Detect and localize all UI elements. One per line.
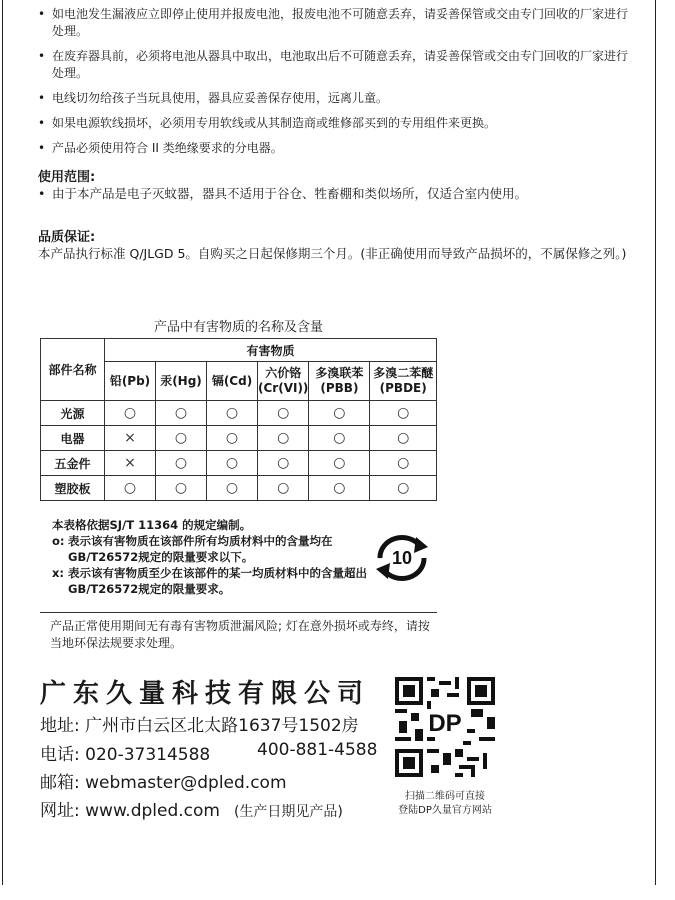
bullet-item: • 如电池发生漏液应立即停止使用并报废电池，报废电池不可随意丢弃，请妥善保管或交由专门回收的厂家进行处理。: [38, 7, 629, 38]
mark-cell: ○: [105, 401, 156, 426]
mark-cell: ○: [309, 401, 370, 426]
part-name: 五金件: [41, 451, 105, 476]
part-name: 电器: [41, 426, 105, 451]
mark-cell: ○: [370, 451, 437, 476]
hazard-table-title: 产品中有害物质的名称及含量: [153, 320, 323, 335]
mark-cell: ○: [370, 476, 437, 501]
recycle-number: 10: [391, 548, 413, 568]
hazard-table: [40, 338, 437, 501]
substance-header: 铅(Pb): [105, 362, 156, 401]
quality-text: 本产品执行标准 Q/JLGD 5。自购买之日起保修期三个月。(非正确使用而导致产品损坏的，不属保修之列。): [38, 246, 627, 261]
mark-cell: ○: [258, 476, 309, 501]
qr-center-logo: DP: [428, 710, 462, 737]
part-name: 塑胶板: [41, 476, 105, 501]
mark-cell: ○: [258, 426, 309, 451]
mark-cell: ○: [156, 476, 207, 501]
website-line: 网址: www.dpled.com (生产日期见产品): [40, 801, 343, 821]
mark-cell: ○: [309, 451, 370, 476]
substance-header: 多溴二苯醚 (PBDE): [370, 362, 437, 401]
page-border-left: [2, 0, 3, 885]
mark-cell: ○: [105, 476, 156, 501]
page-border-right: [655, 0, 656, 885]
table-row: [41, 401, 437, 426]
recycle-10-icon: [370, 533, 434, 583]
safety-bullets: [38, 6, 628, 165]
bullet-item: • 电线切勿给孩子当玩具使用，器具应妥善保存使用，远离儿童。: [38, 91, 389, 105]
mark-cell: ○: [156, 426, 207, 451]
substance-header: 多溴联苯 (PBB): [309, 362, 370, 401]
table-notes: [52, 517, 372, 597]
bullet-item: • 如果电源软线损坏，必须用专用软线或从其制造商或维修部买到的专用组件来更换。: [38, 116, 497, 130]
mark-cell: ○: [370, 401, 437, 426]
mark-cell: ○: [207, 426, 258, 451]
table-row: [41, 451, 437, 476]
mark-cell: ○: [156, 401, 207, 426]
email-line: 邮箱: webmaster@dpled.com: [40, 773, 287, 793]
mark-cell: ○: [207, 451, 258, 476]
date-note: (生产日期见产品): [233, 804, 343, 820]
scope-text: • 由于本产品是电子灭蚊器，器具不适用于谷仓、牲畜棚和类似场所，仅适合室内使用。: [38, 186, 528, 201]
part-name: 光源: [41, 401, 105, 426]
bullet-item: • 在废弃器具前，必须将电池从器具中取出，电池取出后不可随意丢弃，请妥善保管或交由专门回收的厂家进行处理。: [38, 49, 629, 80]
substance-header: 汞(Hg): [156, 362, 207, 401]
mark-cell: ○: [258, 451, 309, 476]
qr-caption: 扫描二维码可直接 登陆DP久量官方网站: [398, 791, 492, 816]
mark-cell: ○: [156, 451, 207, 476]
phone-line: 电话: 020-37314588 400-881-4588: [40, 740, 378, 765]
bullet-item: • 产品必须使用符合 II 类绝缘要求的分电器。: [38, 141, 283, 155]
note-x: x: 表示该有害物质至少在该部件的某一均质材料中的含量超出GB/T26572规定的限量要求。: [52, 566, 367, 596]
mark-cell: ×: [105, 426, 156, 451]
substance-header: 六价铬 (Cr(VI)): [258, 362, 309, 401]
mark-cell: ○: [207, 476, 258, 501]
website-link[interactable]: www.dpled.com: [85, 801, 220, 821]
quality-title: 品质保证:: [38, 230, 96, 245]
mark-cell: ○: [207, 401, 258, 426]
table-row: [41, 426, 437, 451]
mark-cell: ○: [309, 426, 370, 451]
mark-cell: ○: [370, 426, 437, 451]
mark-cell: ○: [258, 401, 309, 426]
divider: [40, 612, 437, 613]
substance-group-header: 有害物质: [105, 339, 437, 362]
note-o: o: 表示该有害物质在该部件所有均质材料中的含量均在GB/T26572规定的限量要求以下。: [52, 534, 333, 564]
part-header: 部件名称: [41, 339, 105, 401]
mark-cell: ×: [105, 451, 156, 476]
qr-code[interactable]: [395, 676, 495, 778]
note-standard: 本表格依据SJ/T 11364 的规定编制。: [52, 518, 252, 532]
substance-header: 镉(Cd): [207, 362, 258, 401]
table-row: [41, 476, 437, 501]
address-line: 地址: 广州市白云区北太路1637号1502房: [40, 716, 359, 736]
disposal-warning: 产品正常使用期间无有毒有害物质泄漏风险; 灯在意外损坏或寿终，请按当地环保法规要求处理。: [50, 619, 430, 650]
company-name: 广东久量科技有限公司: [40, 679, 371, 709]
scope-title: 使用范围:: [38, 170, 96, 185]
mark-cell: ○: [309, 476, 370, 501]
